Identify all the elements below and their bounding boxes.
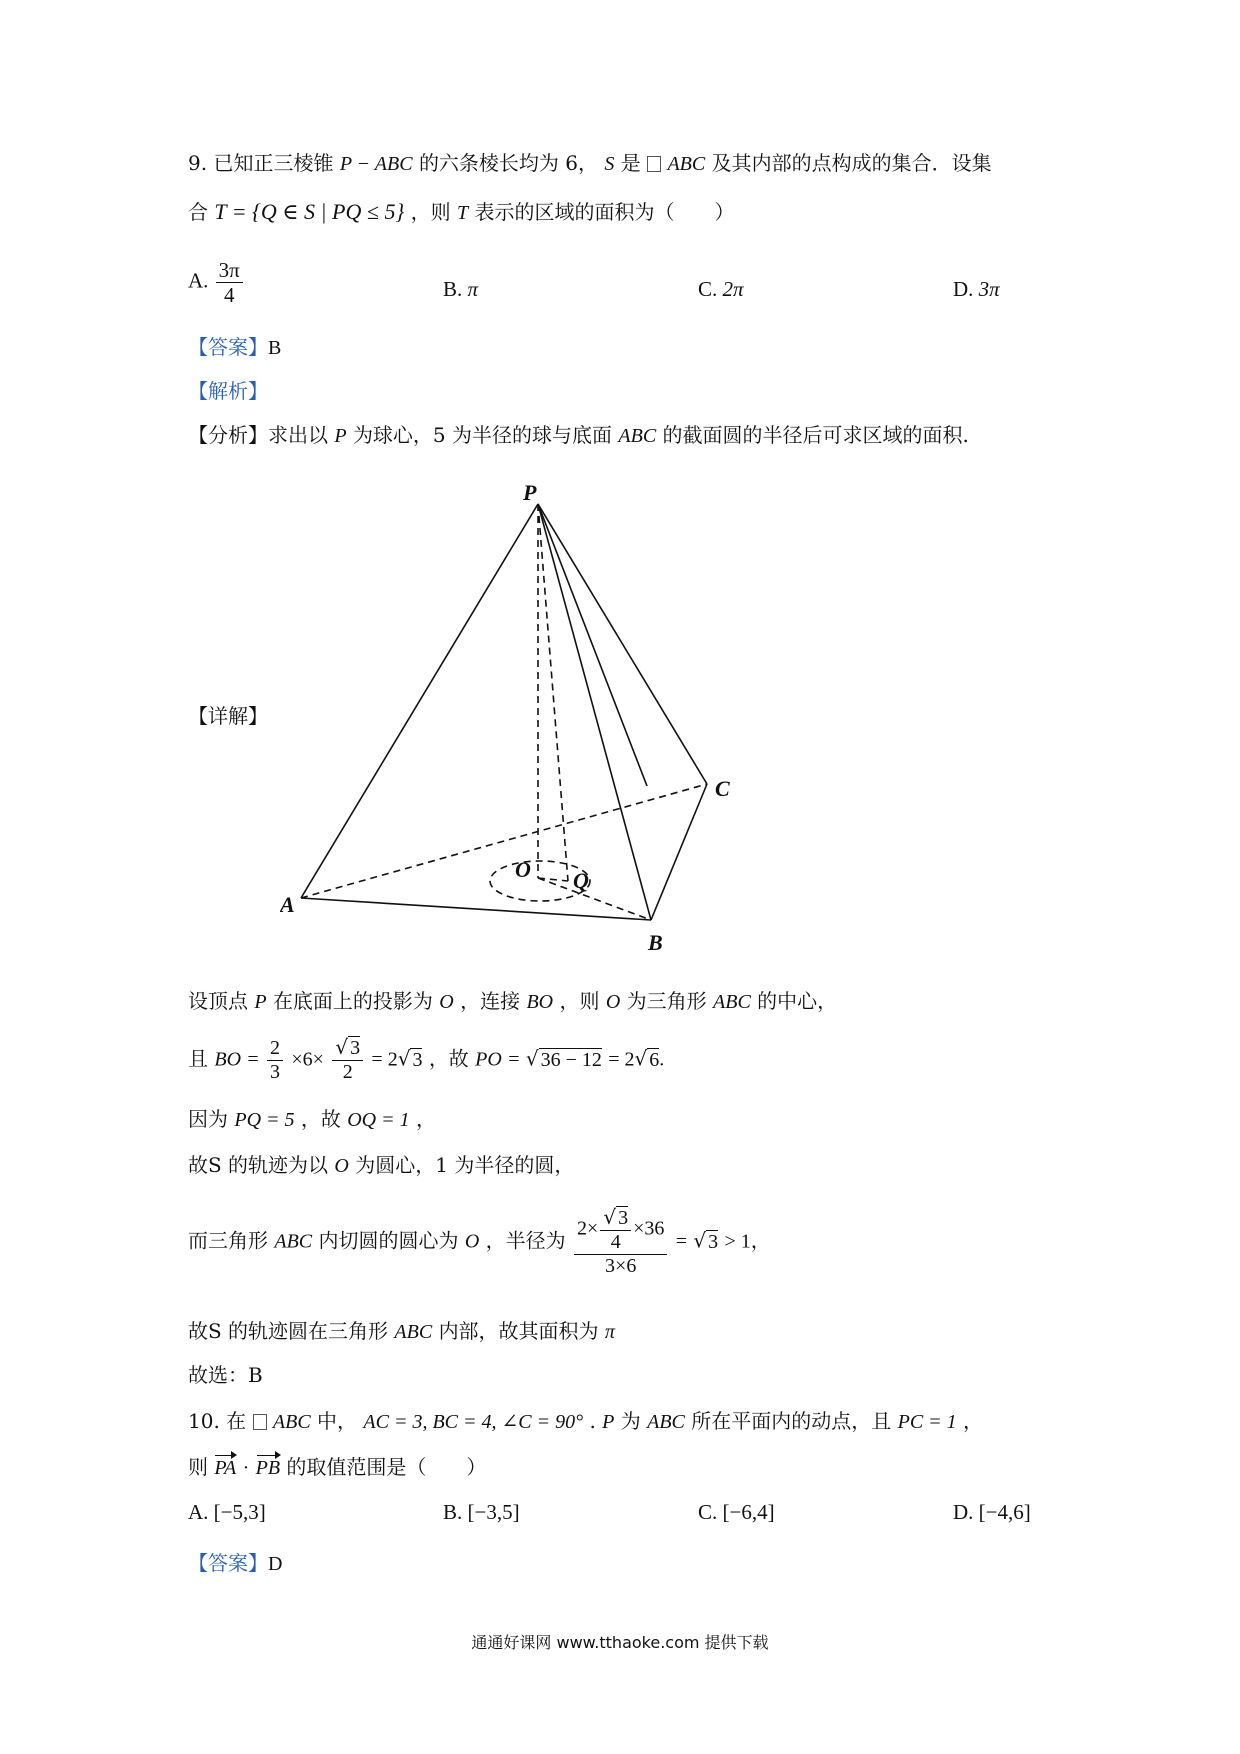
q10-math: AC = 3, BC = 4, ∠C = 90° xyxy=(363,1411,584,1433)
incircle-radius-fraction xyxy=(574,1206,667,1278)
q9-text: ，故 xyxy=(300,1107,341,1131)
edge-PC-dup xyxy=(538,504,647,786)
q9-math: . xyxy=(659,1048,665,1071)
option-label: B. xyxy=(443,1500,463,1524)
option-label: D. xyxy=(953,1500,974,1524)
tetrahedron-figure xyxy=(280,480,740,970)
fraction-2-3 xyxy=(267,1037,283,1084)
sqrt-radicand: 3 xyxy=(618,1207,629,1229)
sqrt-radicand: 6 xyxy=(649,1048,660,1071)
vector-PB: PB xyxy=(255,1457,281,1479)
q9-math: ABC xyxy=(713,991,751,1013)
q9-conclusion: 故选：B xyxy=(188,1363,263,1387)
q10-text: . xyxy=(589,1409,596,1433)
q9-option-a xyxy=(188,258,245,307)
q9-step-7 xyxy=(188,1362,263,1388)
q9-line-1 xyxy=(188,150,992,177)
page-footer: 通通好课网 www.tthaoke.com 提供下载 xyxy=(471,1633,769,1652)
q9-text: 为球心，5 为半径的球与底面 xyxy=(352,423,613,447)
q10-option-b xyxy=(443,1500,520,1525)
q9-text: 因为 xyxy=(188,1107,228,1131)
q9-math: = xyxy=(508,1048,520,1071)
q9-math: P − ABC xyxy=(339,153,413,175)
q10-math: PC = 1 xyxy=(897,1411,957,1433)
option-label: A. xyxy=(188,1500,209,1524)
dot-product-symbol: · xyxy=(242,1457,250,1479)
label-C: C xyxy=(715,776,730,801)
sqrt-radicand: 3 xyxy=(412,1048,423,1071)
q9-text: 求出以 xyxy=(268,423,328,447)
q9-math: S xyxy=(604,153,615,175)
fraction-denominator: 3×6 xyxy=(605,1255,637,1277)
q9-step-4 xyxy=(188,1152,574,1179)
q10-text: 中， xyxy=(317,1409,358,1433)
option-label: B. xyxy=(443,277,463,301)
q9-math: π xyxy=(604,1321,615,1343)
q10-option-a xyxy=(188,1500,266,1525)
option-value: [−5,3] xyxy=(213,1500,266,1524)
label-Q: Q xyxy=(573,868,589,893)
q9-math: 2× xyxy=(577,1217,599,1240)
option-a-fraction xyxy=(216,258,243,307)
fraction-sqrt3-4: $\frac{√ 3}{4}$ xyxy=(600,1206,631,1254)
q9-step-6 xyxy=(188,1318,615,1345)
q9-math: O xyxy=(334,1155,349,1177)
q9-math: BO xyxy=(214,1048,242,1071)
jiexi-tag: 【解析】 xyxy=(188,379,268,403)
q9-text: ，则 xyxy=(559,989,600,1013)
option-value: [−3,5] xyxy=(467,1500,520,1524)
q9-math: OQ = 1 xyxy=(347,1109,410,1131)
edge-PA xyxy=(301,504,538,898)
option-value: π xyxy=(467,277,479,301)
q9-text: 9. 已知正三棱锥 xyxy=(188,151,334,175)
q9-text: ，半径为 xyxy=(485,1228,566,1253)
q9-text: 的六条棱长均为 6， xyxy=(418,151,599,175)
q9-math: ×6× xyxy=(291,1048,324,1071)
fraction-numerator: 2 xyxy=(267,1037,283,1061)
answer-value: D xyxy=(268,1553,283,1575)
q9-text: ， xyxy=(415,1107,436,1131)
q9-text: 及其内部的点构成的集合．设集 xyxy=(711,151,992,175)
q9-option-c xyxy=(698,277,744,302)
q9-option-b xyxy=(443,277,478,302)
q10-math: P xyxy=(602,1411,615,1433)
q9-math: PQ = 5 xyxy=(234,1109,295,1131)
q9-text: 表示的区域的面积为（ ） xyxy=(474,200,735,224)
label-A: A xyxy=(280,892,295,917)
q9-text: 故S 的轨迹为以 xyxy=(188,1153,329,1177)
label-B: B xyxy=(648,930,663,955)
q9-math: P xyxy=(334,425,347,447)
answer-value: B xyxy=(268,337,282,359)
q9-text: 且 xyxy=(188,1046,208,1071)
q10-answer xyxy=(188,1550,282,1577)
q9-math: = 2 xyxy=(608,1048,635,1071)
q10-line-2 xyxy=(188,1454,486,1481)
answer-tag: 【答案】 xyxy=(188,335,268,359)
sqrt-radicand: 3 xyxy=(350,1037,361,1059)
vector-PA: PA xyxy=(214,1457,237,1479)
q9-text: 合 xyxy=(188,200,208,224)
q9-set-definition: T = {Q ∈ S | PQ ≤ 5} xyxy=(214,199,405,224)
q9-step-2: 且 BO = $\frac{2}{3}$ ×6× $\frac{√ 3}{2}$ = 2√ 3 ，故 PO = √ 36 − 12 = 2√ 6. xyxy=(188,1035,665,1083)
option-value: 3π xyxy=(978,277,1000,301)
q9-math: BO xyxy=(526,991,554,1013)
q9-text: ，连接 xyxy=(460,989,521,1013)
q9-step-1 xyxy=(188,988,837,1015)
fenxi-tag: 【分析】 xyxy=(188,423,268,447)
q9-math: O xyxy=(605,991,621,1013)
q9-text: 内部，故其面积为 xyxy=(438,1319,599,1343)
q10-text: 为 xyxy=(620,1409,641,1433)
q9-step-3 xyxy=(188,1106,436,1133)
q9-text: 在底面上的投影为 xyxy=(272,989,433,1013)
q9-math: O xyxy=(439,991,454,1013)
sqrt-radicand: 36 − 12 xyxy=(540,1048,602,1071)
option-label: A. xyxy=(188,268,209,293)
q9-text: ， xyxy=(750,1228,771,1253)
option-value: 2π xyxy=(722,277,744,301)
option-label: D. xyxy=(953,277,974,301)
q9-math: T xyxy=(456,202,469,224)
answer-tag: 【答案】 xyxy=(188,1551,268,1575)
fraction-numerator: √ 3 xyxy=(332,1036,363,1061)
q9-text: 而三角形 xyxy=(188,1228,268,1253)
q9-math: ABC xyxy=(667,153,706,175)
q10-text: 10. 在 xyxy=(188,1409,247,1433)
q10-text: ， xyxy=(963,1409,984,1433)
q9-xiangjie xyxy=(188,703,268,729)
option-label: C. xyxy=(698,1500,718,1524)
q9-math: O xyxy=(464,1230,480,1253)
q10-text: 则 xyxy=(188,1455,208,1479)
fraction-sqrt3-2 xyxy=(332,1036,363,1084)
option-value: [−6,4] xyxy=(722,1500,775,1524)
triangle-symbol-placeholder xyxy=(647,156,661,172)
q9-step-5: 而三角形 ABC 内切圆的圆心为 O ，半径为 2× $\frac{√ 3}{4}$ ×36 3×6 = √ 3 > 1， xyxy=(188,1205,771,1277)
q9-text: ，故 xyxy=(428,1046,469,1071)
q9-text: 设顶点 xyxy=(188,989,248,1013)
q9-text: 为圆心，1 为半径的圆， xyxy=(355,1153,575,1177)
q10-line-1 xyxy=(188,1408,983,1435)
q9-math: ABC xyxy=(394,1321,433,1343)
triangle-symbol-placeholder xyxy=(253,1414,267,1430)
q9-line-2 xyxy=(188,198,734,227)
fraction-denominator: 2 xyxy=(342,1061,353,1083)
q9-math: = xyxy=(247,1048,259,1071)
q9-math: PO xyxy=(475,1048,502,1071)
q9-text: 的截面圆的半径后可求区域的面积. xyxy=(662,423,969,447)
q9-math: ×36 xyxy=(633,1217,665,1240)
q9-math: > 1 xyxy=(724,1230,751,1253)
xiangjie-tag: 【详解】 xyxy=(188,704,268,728)
option-label: C. xyxy=(698,277,718,301)
q9-text: ，则 xyxy=(410,200,451,224)
label-P: P xyxy=(523,480,537,505)
edge-PC-right xyxy=(538,504,707,784)
q10-math: ABC xyxy=(647,1411,685,1433)
q9-math: ABC xyxy=(618,425,657,447)
fraction-numerator xyxy=(574,1206,667,1255)
edge-AC-hidden xyxy=(301,784,707,898)
q9-jiexi xyxy=(188,378,268,404)
q9-math: P xyxy=(254,991,267,1013)
edge-BC xyxy=(651,784,707,920)
q9-text: 是 xyxy=(620,151,641,175)
q9-text: 为三角形 xyxy=(626,989,707,1013)
fraction-denominator: 4 xyxy=(610,1231,621,1253)
fraction-numerator: 3π xyxy=(216,258,243,283)
q9-option-d xyxy=(953,277,1000,302)
q10-option-d xyxy=(953,1500,1031,1525)
q9-fenxi xyxy=(188,422,969,449)
q9-math: = xyxy=(675,1230,687,1253)
q9-text: 内切圆的圆心为 xyxy=(318,1228,459,1253)
option-value: [−4,6] xyxy=(978,1500,1031,1524)
q9-answer xyxy=(188,334,281,361)
label-O: O xyxy=(515,857,531,882)
q10-option-c xyxy=(698,1500,775,1525)
q9-math: = 2 xyxy=(371,1048,398,1071)
q9-text: 故S 的轨迹圆在三角形 xyxy=(188,1319,389,1343)
q9-math: ABC xyxy=(274,1230,313,1253)
q10-text: 的取值范围是（ ） xyxy=(286,1455,487,1479)
q10-text: 所在平面内的动点，且 xyxy=(691,1409,892,1433)
fraction-denominator: 3 xyxy=(270,1060,281,1083)
q10-math: ABC xyxy=(272,1411,311,1433)
fraction-denominator: 4 xyxy=(223,283,235,308)
sqrt-radicand: 3 xyxy=(708,1230,719,1253)
q9-text: 的中心， xyxy=(757,989,838,1013)
